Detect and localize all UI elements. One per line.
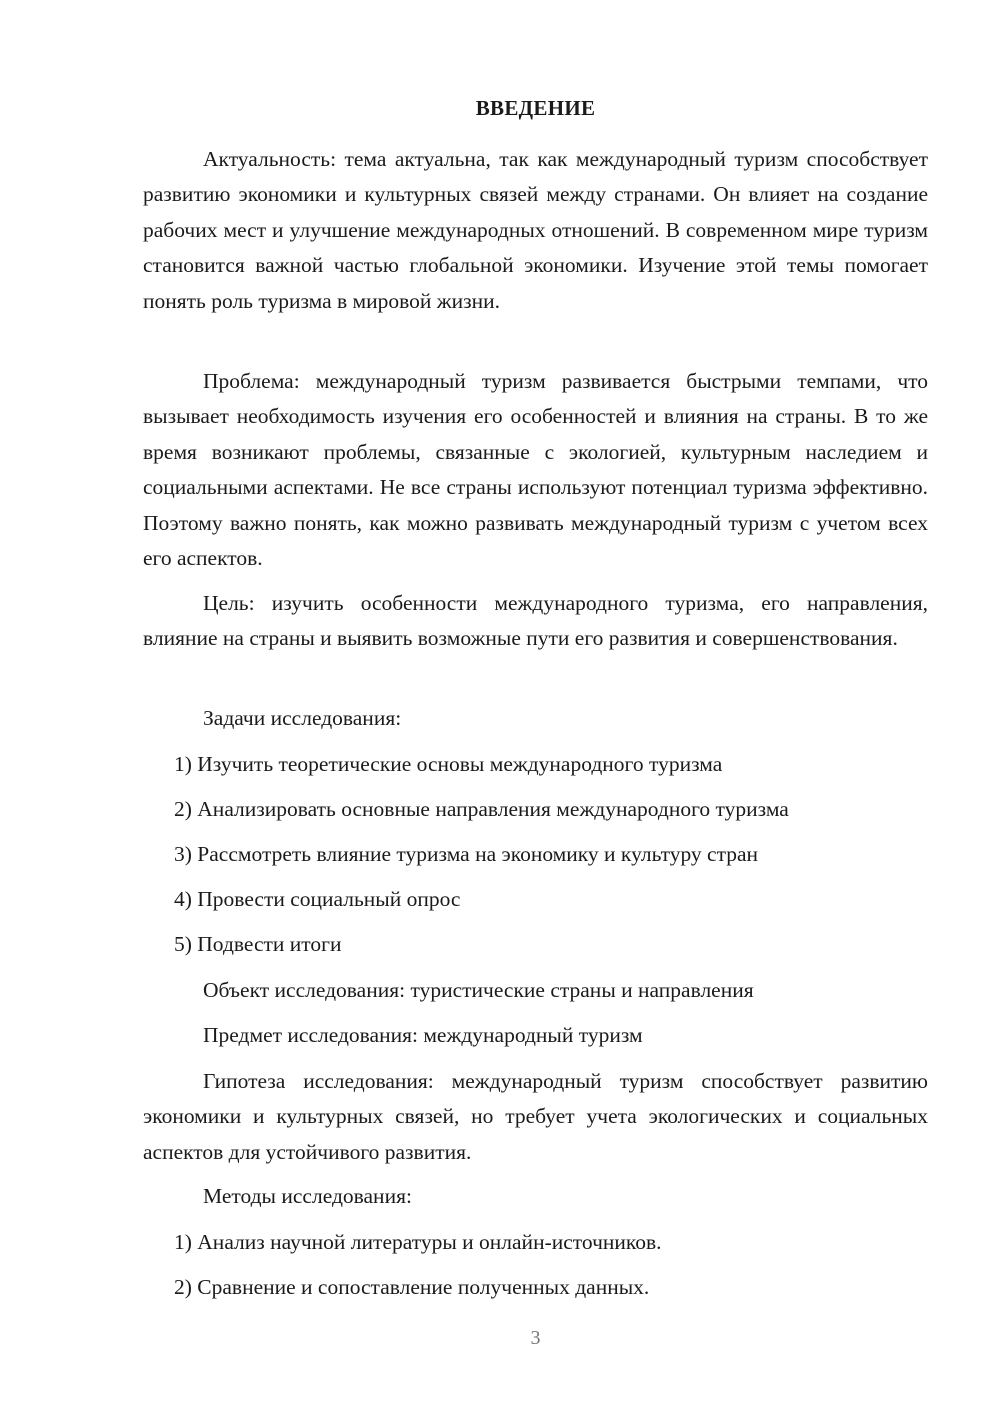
hypothesis-paragraph: Гипотеза исследования: международный туризм способствует развитию экономики и культурных связей, но требует учета экологических и социальных аспектов для устойчивого развития. [143, 1069, 928, 1164]
task-item: 3) Рассмотреть влияние туризма на экономику и культуру стран [174, 842, 759, 866]
task-item: 4) Провести социальный опрос [174, 887, 461, 911]
actuality-paragraph: Актуальность: тема актуальна, так как международный туризм способствует развитию экономики и культурных связей между странами. Он влияет на создание рабочих мест и улучшение международных отношений. В современном мире туризм становится важной частью глобальной экономики. Изучение этой темы помогает понять роль туризма в мировой жизни. [143, 147, 928, 313]
research-object: Объект исследования: туристические страны и направления [203, 978, 754, 1002]
method-item: 2) Сравнение и сопоставление полученных данных. [174, 1275, 650, 1299]
goal-paragraph: Цель: изучить особенности международного туризма, его направления, влияние на страны и выявить возможные пути его развития и совершенствования. [143, 591, 928, 651]
research-subject: Предмет исследования: международный туризм [203, 1023, 643, 1047]
tasks-heading: Задачи исследования: [203, 706, 402, 730]
section-title: ВВЕДЕНИЕ [475, 96, 596, 120]
task-item: 1) Изучить теоретические основы международного туризма [174, 752, 723, 776]
method-item: 1) Анализ научной литературы и онлайн-источников. [174, 1230, 662, 1254]
methods-heading: Методы исследования: [203, 1184, 412, 1208]
task-item: 2) Анализировать основные направления международного туризма [174, 797, 789, 821]
page-number: 3 [530, 1327, 541, 1349]
problem-paragraph: Проблема: международный туризм развивается быстрыми темпами, что вызывает необходимость изучения его особенностей и влияния на страны. В то же время возникают проблемы, связанные с экологией, культурным наследием и социальными аспектами. Не все страны используют потенциал туризма эффективно. Поэтому важно понять, как можно развивать международный туризм с учетом всех его аспектов. [143, 369, 928, 571]
document-page [143, 0, 928, 1414]
task-item: 5) Подвести итоги [174, 932, 342, 956]
